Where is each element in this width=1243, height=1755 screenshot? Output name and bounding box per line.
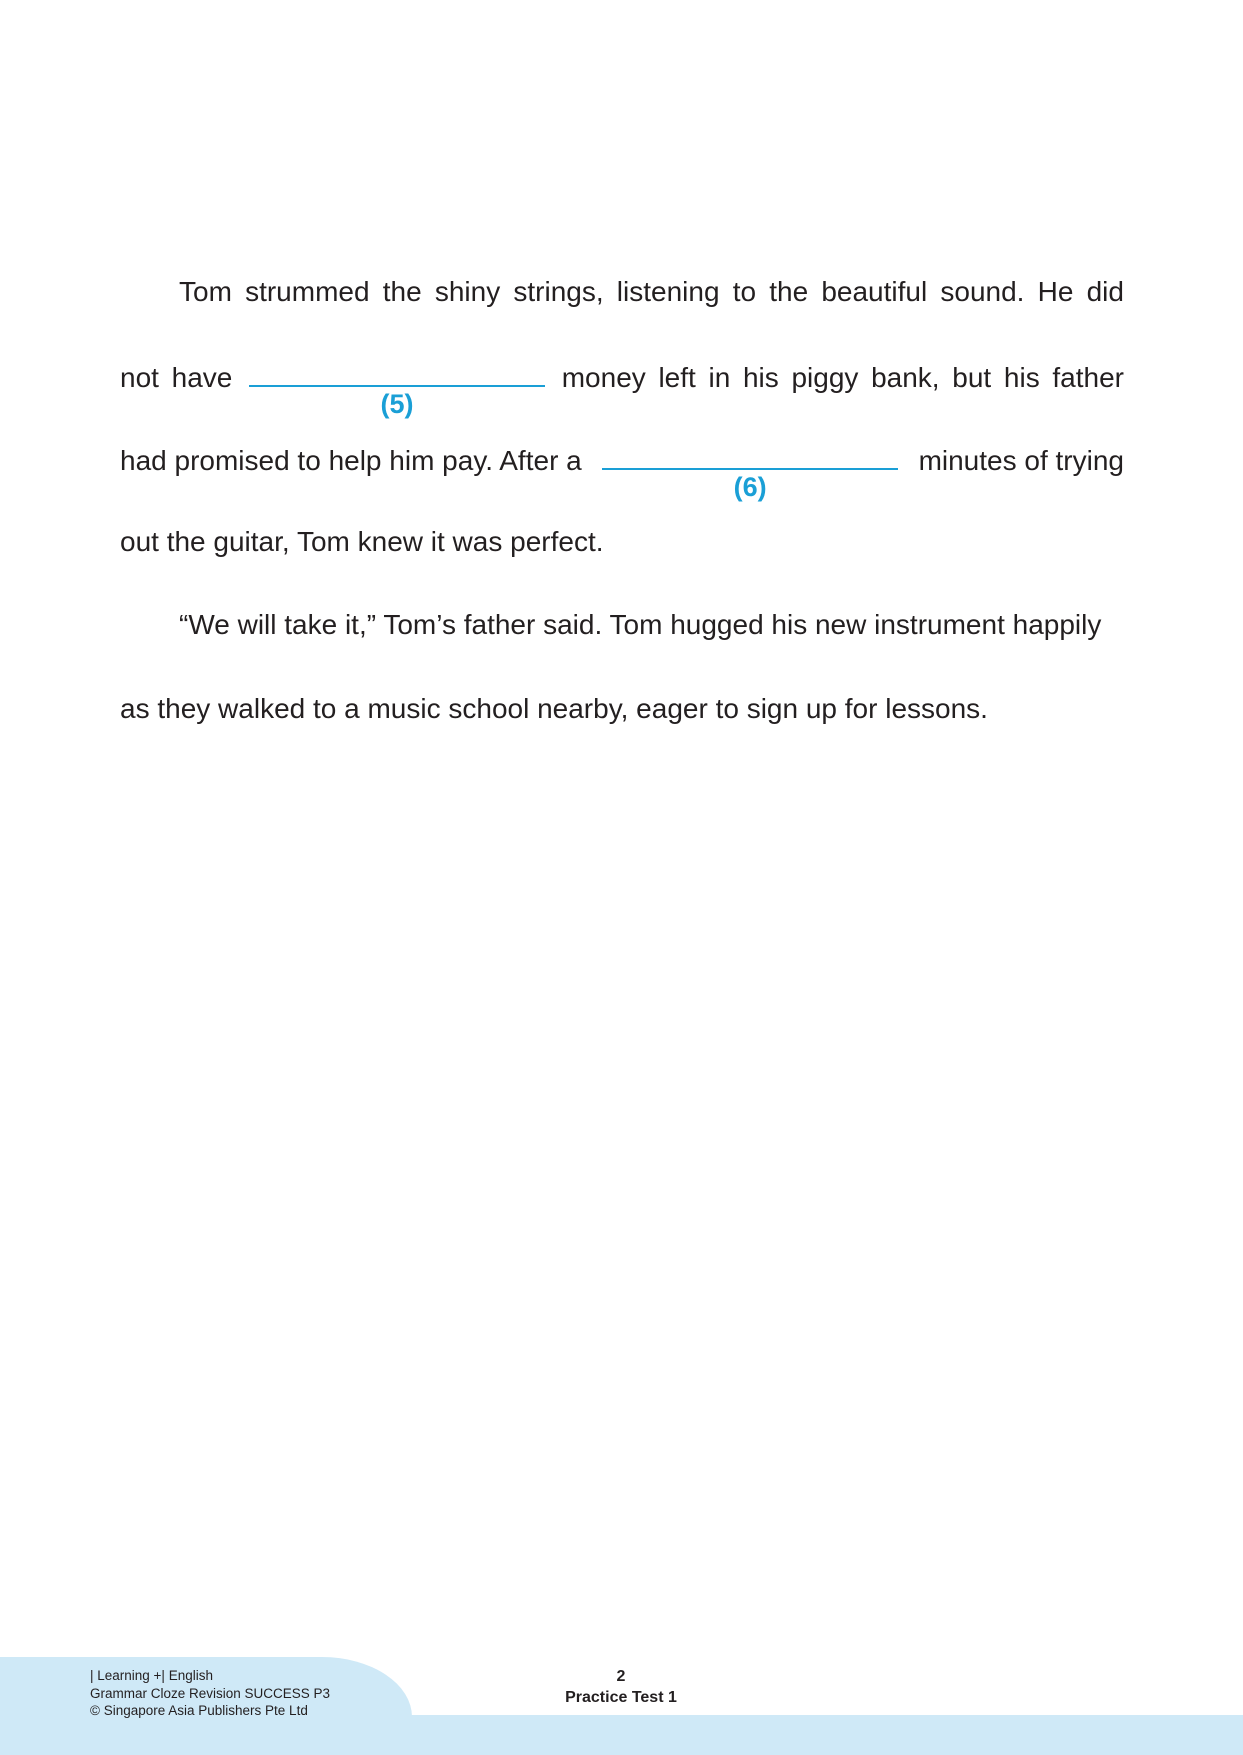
book-title: Grammar Cloze Revision SUCCESS P3: [90, 1685, 331, 1701]
blank-number-6: (6): [733, 472, 767, 502]
word: in: [708, 362, 731, 393]
line-6-text: as they walked to a music school nearby, eager to sign up for lessons.: [120, 693, 988, 724]
word: did: [1086, 276, 1124, 307]
section-title: Practice Test 1: [565, 1689, 677, 1706]
word: money: [561, 362, 646, 393]
word: strummed: [245, 276, 370, 307]
word: left: [658, 362, 696, 393]
word: have: [171, 362, 233, 393]
line-3-end: minutes of trying: [918, 445, 1124, 476]
word: bank,: [871, 362, 940, 393]
passage-line-6: [120, 692, 1124, 726]
word: to: [732, 276, 757, 307]
brand-line: | Learning +| English: [90, 1668, 213, 1683]
passage-line-4: [120, 525, 1124, 559]
word: but: [952, 362, 992, 393]
word: listening: [616, 276, 720, 307]
line-4-text: out the guitar, Tom knew it was perfect.: [120, 526, 604, 557]
word: beautiful: [821, 276, 928, 307]
passage-line-5: [120, 608, 1124, 642]
passage-line-2: [120, 359, 1124, 419]
word: sound.: [940, 276, 1025, 307]
answer-blank-5[interactable]: [249, 359, 545, 419]
word: piggy: [791, 362, 859, 393]
word: Tom: [179, 276, 232, 307]
footer-publisher-info: [90, 1667, 330, 1720]
word: shiny: [434, 276, 501, 307]
word: He: [1037, 276, 1074, 307]
word: father: [1052, 362, 1124, 393]
passage-line-1: [120, 275, 1124, 309]
line-3-start: had promised to help him pay. After a: [120, 445, 582, 476]
page-number: 2: [616, 1668, 626, 1685]
word: not: [120, 362, 159, 393]
copyright: © Singapore Asia Publishers Pte Ltd: [90, 1703, 308, 1718]
answer-blank-6[interactable]: [602, 442, 898, 502]
passage-line-3: [120, 442, 1124, 502]
blank-number-5: (5): [380, 389, 414, 419]
line-5-text: “We will take it,” Tom’s father said. Tom hugged his new instrument happily: [179, 609, 1102, 640]
word: strings,: [513, 276, 604, 307]
word: his: [1003, 362, 1040, 393]
word: his: [742, 362, 779, 393]
word: the: [382, 276, 422, 307]
footer-page-info: [521, 1667, 721, 1709]
footer-band: [0, 1715, 1243, 1755]
word: the: [769, 276, 809, 307]
